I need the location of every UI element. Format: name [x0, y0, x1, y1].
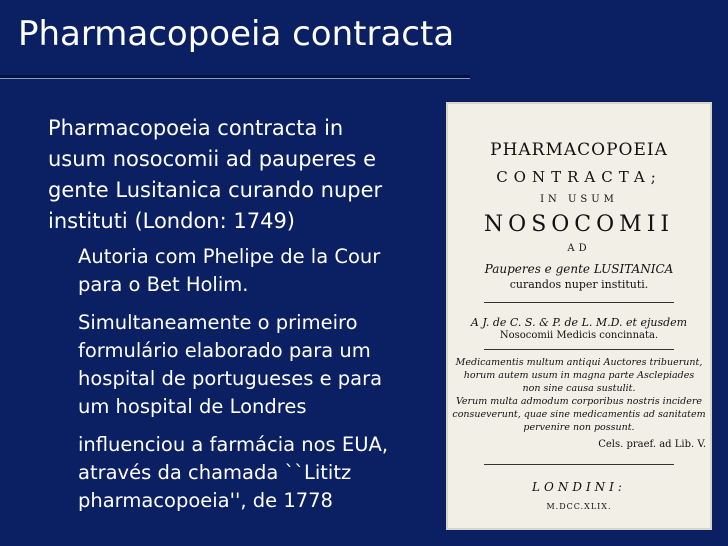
title-page-line: Nosocomii Medicis concinnata.: [499, 330, 659, 341]
slide-body: [48, 113, 428, 525]
book-title-page-image: [446, 102, 712, 530]
bullet-line: Autoria com Phelipe de la Cour: [78, 245, 381, 268]
slide-title: Pharmacopoeia contracta: [18, 14, 455, 54]
title-page-line: PHARMACOPOEIA: [490, 140, 668, 160]
lead-line: Pharmacopoeia contracta in: [48, 116, 344, 140]
title-page-rule: [484, 302, 674, 303]
title-page-line: LONDINI:: [532, 480, 626, 494]
lead-line: instituti (London: 1749): [48, 209, 295, 233]
title-page-line: NOSOCOMII: [483, 212, 675, 237]
title-page-line: AD: [567, 243, 591, 254]
bullet-line: um hospital de Londres: [78, 395, 307, 418]
title-page-line: non sine causa sustulit.: [522, 383, 636, 394]
title-page-line: curandos nuper instituti.: [509, 278, 649, 291]
bullet-line: hospital de portugueses e para: [78, 367, 383, 390]
bullet-line: formulário elaborado para um: [78, 339, 371, 362]
bullet-line: pharmacopoeia'', de 1778: [78, 489, 333, 512]
title-page-rule: [484, 349, 674, 350]
title-underline-highlight: [0, 78, 470, 79]
title-page-rule: [484, 464, 674, 465]
sub-bullet-list: [48, 243, 428, 515]
lead-paragraph: [48, 113, 428, 237]
lead-line: usum nosocomii ad pauperes e: [48, 147, 377, 171]
title-page-line: IN USUM: [540, 194, 618, 205]
title-page-line: Medicamentis multum antiqui Auctores tribuerunt,: [455, 357, 703, 368]
sub-bullet-influence: [78, 431, 423, 515]
sub-bullet-first-formulary: [78, 309, 423, 421]
title-page-line: Cels. praef. ad Lib. V.: [598, 439, 706, 450]
title-page-line: M.DCC.XLIX.: [546, 502, 612, 511]
sub-bullet-authorship: [78, 243, 423, 299]
bullet-line: influenciou a farmácia nos EUA,: [78, 433, 389, 456]
title-page-line: CONTRACTA;: [496, 168, 662, 186]
title-page-line: horum autem usum in magna parte Asclepiades: [463, 370, 695, 381]
title-page-line: Verum multa admodum corporibus nostris incidere: [455, 396, 703, 407]
title-page-line: consueverunt, quae sine medicamentis ad sanitatem: [452, 409, 706, 420]
title-page-line: Pauperes e gente LUSITANICA: [484, 262, 674, 276]
bullet-line: através da chamada ``Lititz: [78, 461, 352, 484]
title-page-line: pervenire non possunt.: [523, 422, 635, 433]
bullet-line: Simultaneamente o primeiro: [78, 311, 358, 334]
title-page-line: A J. de C. S. & P. de L. M.D. et ejusdem: [470, 316, 688, 329]
lead-line: gente Lusitanica curando nuper: [48, 178, 383, 202]
bullet-line: para o Bet Holim.: [78, 273, 249, 296]
